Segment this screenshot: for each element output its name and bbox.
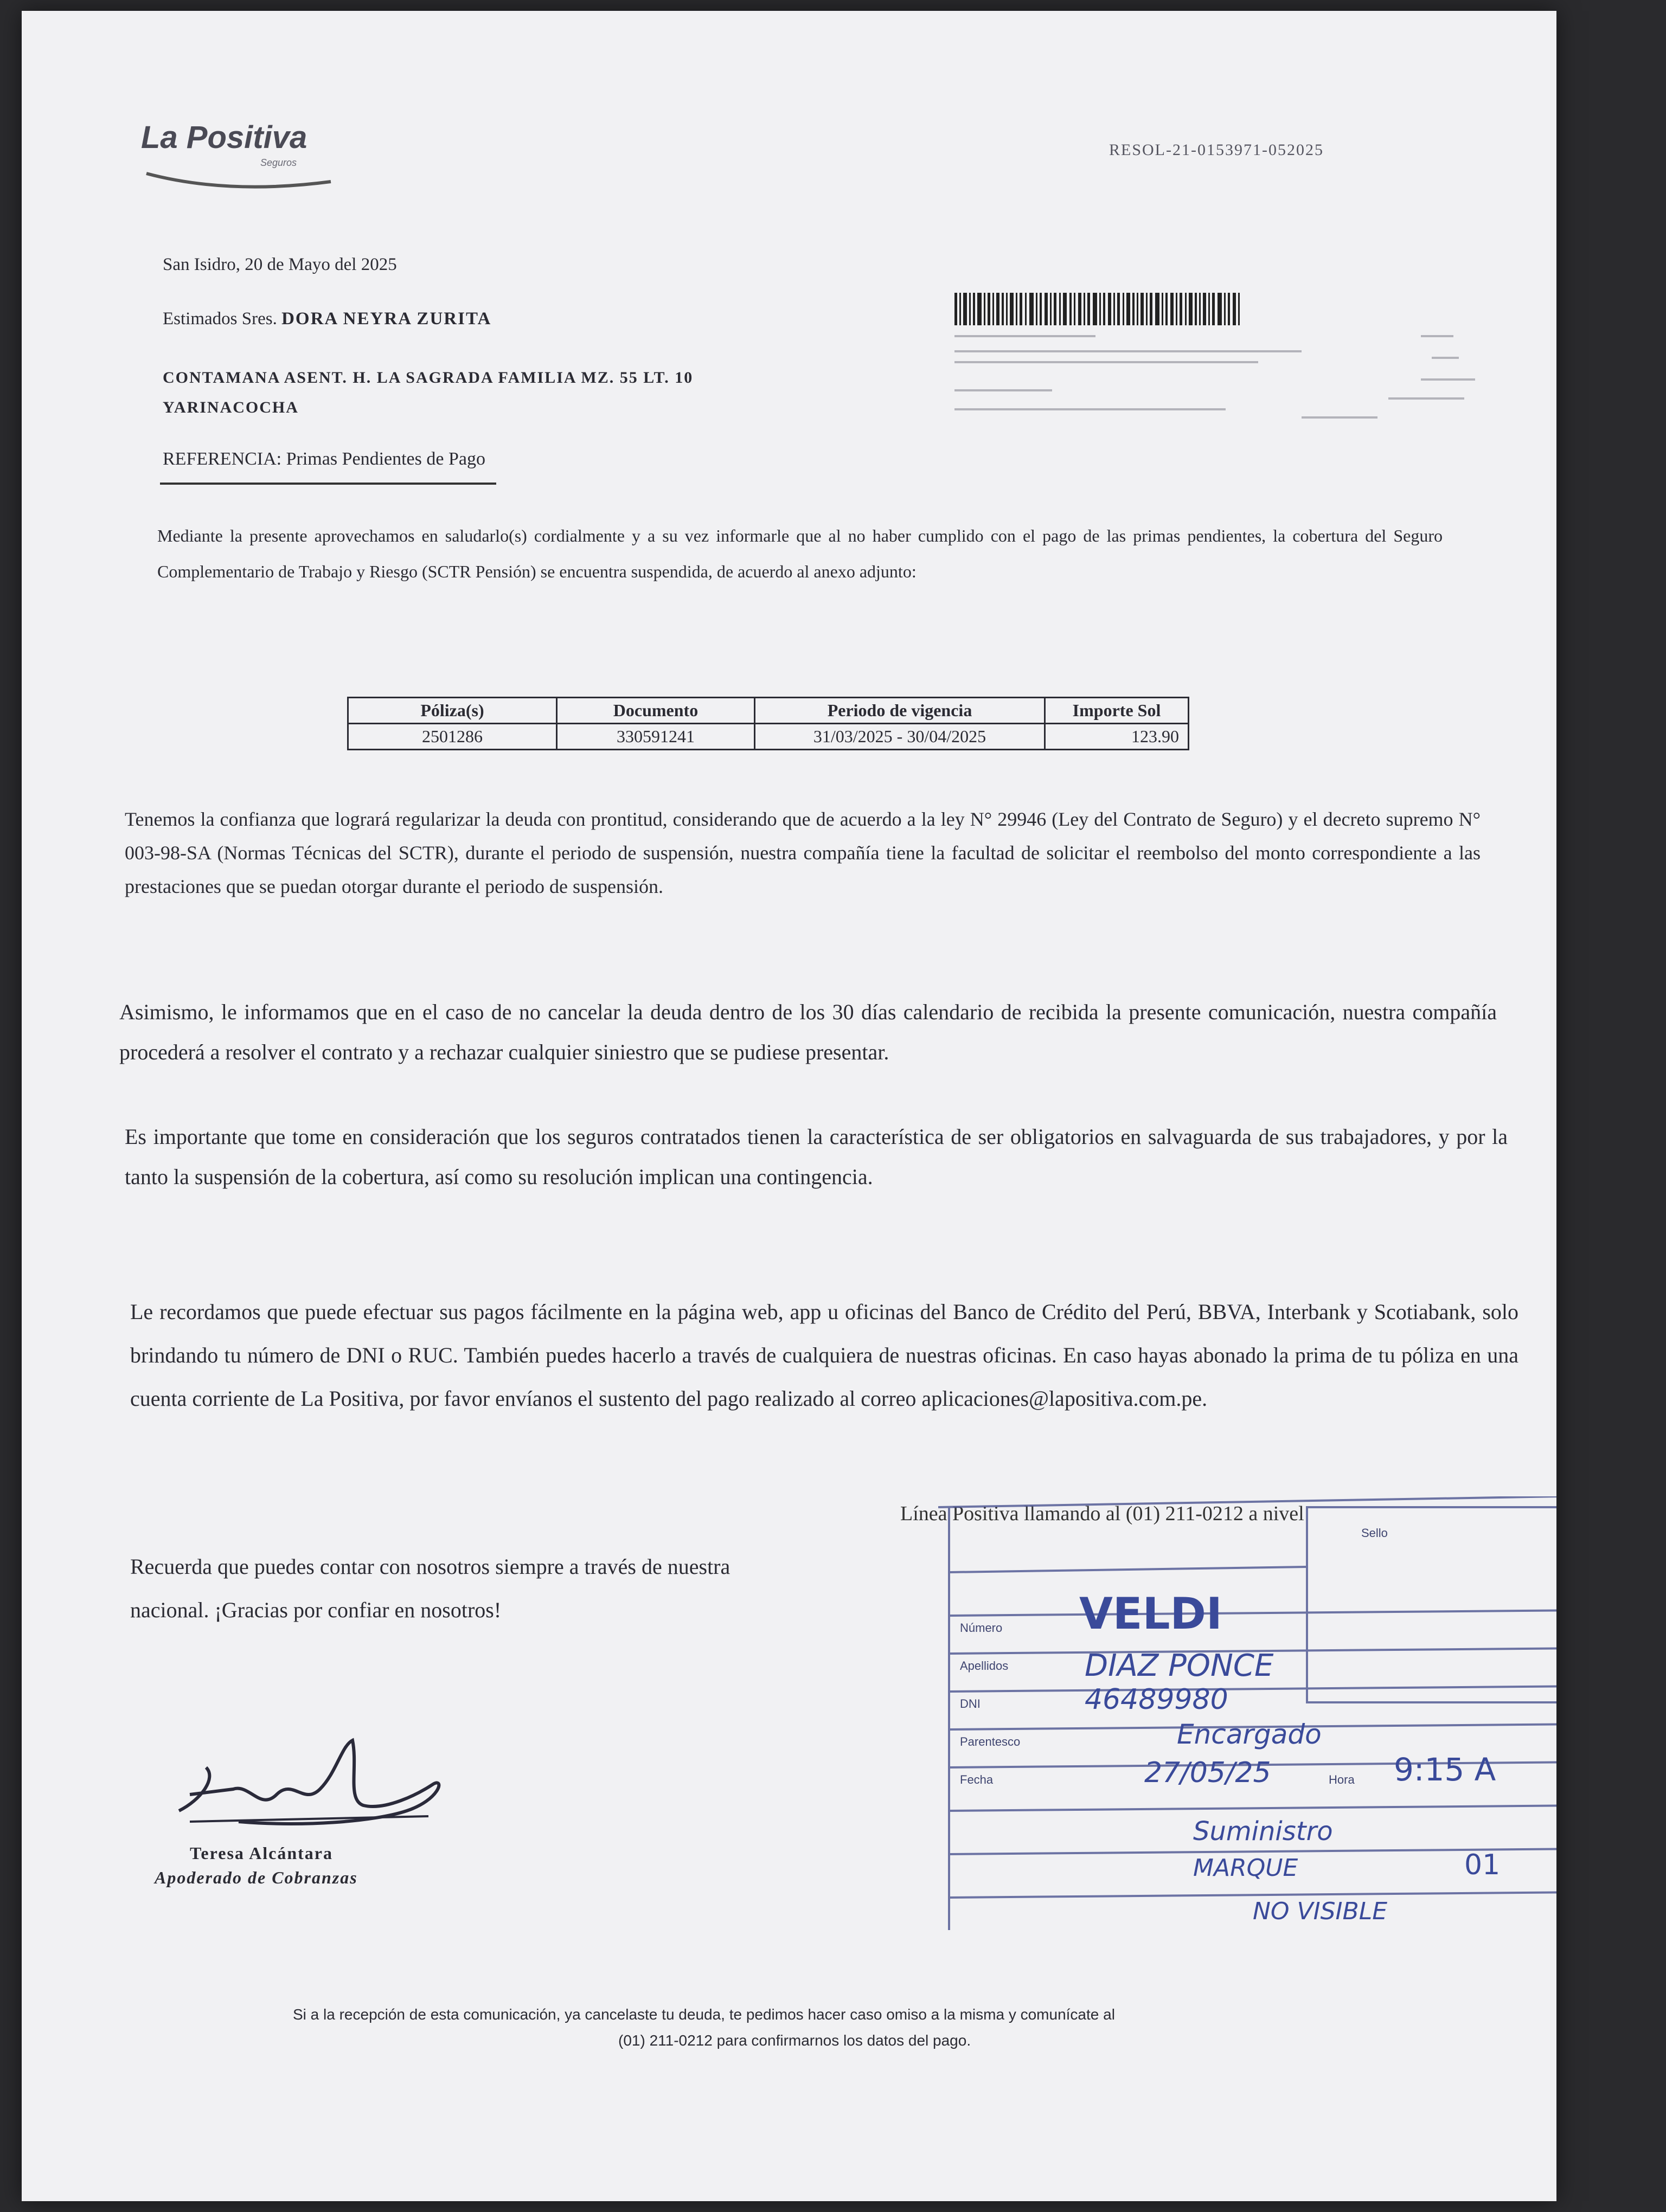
letter-page <box>22 11 1556 2201</box>
reference-code: RESOL-21-0153971-052025 <box>1109 141 1324 159</box>
letter-date: San Isidro, 20 de Mayo del 2025 <box>163 255 397 274</box>
col-header-policy: Póliza(s) <box>348 698 557 724</box>
policy-number-cell: 2501286 <box>348 724 557 750</box>
paragraph-legal-basis: Tenemos la confianza que logrará regularizar la deuda con prontitud, considerando que de acuerdo a la ley N° 29946 (Ley del Contrato de Seguro) y el decreto supremo N° 003-98-SA (Normas Técnicas del SCTR), durante el periodo de suspensión, nuestra compañía tiene la facultad de solicitar el reembolso del monto correspondiente a las prestaciones que se puedan otorgar durante el periodo de suspensión. <box>125 808 1481 897</box>
document-number-cell: 330591241 <box>557 724 755 750</box>
coverage-period-cell: 31/03/2025 - 30/04/2025 <box>755 724 1045 750</box>
reference-underline <box>160 483 496 485</box>
handwritten-note-number: 01 <box>1464 1849 1501 1881</box>
handwritten-surnames: DIAZ PONCE <box>1085 1648 1274 1683</box>
paragraph-payment-options: Le recordamos que puede efectuar sus pagos fácilmente en la página web, app u oficinas del Banco de Crédito del Perú, BBVA, Interbank y Scotiabank, solo brindando tu número de DNI o RUC. También puedes hacerlo a través de cualquiera de nuestras oficinas. En caso hayas abonado la prima de tu póliza en una cuenta corriente de La Positiva, por favor envíanos el sustento del pago realizado al correo aplicaciones@lapositiva.com.pe. <box>130 1300 1518 1411</box>
addressee-prefix: Estimados Sres. <box>163 309 277 329</box>
paragraph-suspension-notice: Mediante la presente aprovechamos en saludarlo(s) cordialmente y a su vez informarle que al no haber cumplido con el pago de las primas pendientes, la cobertura del Seguro Complementario de Trabajo y Riesgo (SCTR Pensión) se encuentra suspendida, de acuerdo al anexo adjunto: <box>157 526 1443 581</box>
policy-table <box>347 697 1189 750</box>
reception-stamp <box>938 1496 1556 1957</box>
closing-text: Recuerda que puedes contar con nosotros siempre a través de nuestra <box>130 1554 731 1579</box>
table-row <box>348 724 1189 750</box>
logo-subtitle: Seguros <box>260 157 297 168</box>
paragraph-contract-resolution: Asimismo, le informamos que en el caso de no cancelar la deuda dentro de los 30 días calendario de recibida la presente comunicación, nuestra compañía procederá a resolver el contrato y a rechazar cualquier siniestro que se pudiese presentar. <box>119 1000 1497 1064</box>
handwritten-relation: Encargado <box>1177 1719 1322 1750</box>
mailing-label-smudge <box>954 331 1475 428</box>
handwritten-dni: 46489980 <box>1085 1683 1228 1716</box>
closing-thanks: nacional. ¡Gracias por confiar en nosotros! <box>130 1598 502 1622</box>
barcode-icon <box>954 293 1258 325</box>
stamp-label-date: Fecha <box>960 1773 994 1786</box>
amount-cell: 123.90 <box>1045 724 1189 750</box>
company-logo: La Positiva <box>141 120 307 155</box>
handwritten-date: 27/05/25 <box>1144 1757 1271 1789</box>
handwritten-note-visibility: NO VISIBLE <box>1253 1898 1388 1925</box>
stamp-label-number: Número <box>960 1621 1003 1635</box>
signatory-role: Apoderado de Cobranzas <box>155 1868 358 1887</box>
handwritten-note-mark: MARQUE <box>1193 1854 1298 1882</box>
footer-phone: (01) 211-0212 para confirmarnos los datos del pago. <box>618 2032 971 2049</box>
address-line-2: YARINACOCHA <box>163 398 299 416</box>
stamp-label-surnames: Apellidos <box>960 1659 1009 1673</box>
signature-icon <box>168 1735 450 1843</box>
handwritten-name: VELDI <box>1079 1589 1222 1639</box>
mailing-barcode-block <box>944 293 1486 434</box>
addressee-line <box>163 309 491 329</box>
address-line-1: CONTAMANA ASENT. H. LA SAGRADA FAMILIA MZ. 55 LT. 10 <box>163 369 694 387</box>
col-header-amount: Importe Sol <box>1045 698 1189 724</box>
signatory-name: Teresa Alcántara <box>190 1843 333 1863</box>
stamp-label-seal: Sello <box>1361 1526 1388 1540</box>
stamp-label-relation: Parentesco <box>960 1735 1021 1748</box>
closing-phone-line: Línea Positiva llamando al (01) 211-0212 a nivel <box>900 1502 1304 1525</box>
col-header-period: Periodo de vigencia <box>755 698 1045 724</box>
policy-table-header-row <box>348 698 1189 724</box>
letter-reference: REFERENCIA: Primas Pendientes de Pago <box>163 449 485 469</box>
handwritten-note-supply: Suministro <box>1193 1816 1333 1847</box>
col-header-document: Documento <box>557 698 755 724</box>
footer-note: Si a la recepción de esta comunicación, ya cancelaste tu deuda, te pedimos hacer caso omiso a la misma y comunícate al <box>293 2006 1115 2023</box>
stamp-label-time: Hora <box>1329 1773 1355 1786</box>
paragraph-mandatory-insurance: Es importante que tome en consideración que los seguros contratados tienen la característica de ser obligatorios en salvaguarda de sus trabajadores, y por la tanto la suspensión de la cobertura, así como su resolución implican una contingencia. <box>125 1124 1508 1189</box>
paragraph-closing <box>130 1545 889 1632</box>
addressee-name: DORA NEYRA ZURITA <box>281 309 492 329</box>
handwritten-time: 9:15 A <box>1394 1751 1496 1788</box>
logo-swoosh-icon <box>141 157 336 190</box>
stamp-label-dni: DNI <box>960 1697 981 1711</box>
